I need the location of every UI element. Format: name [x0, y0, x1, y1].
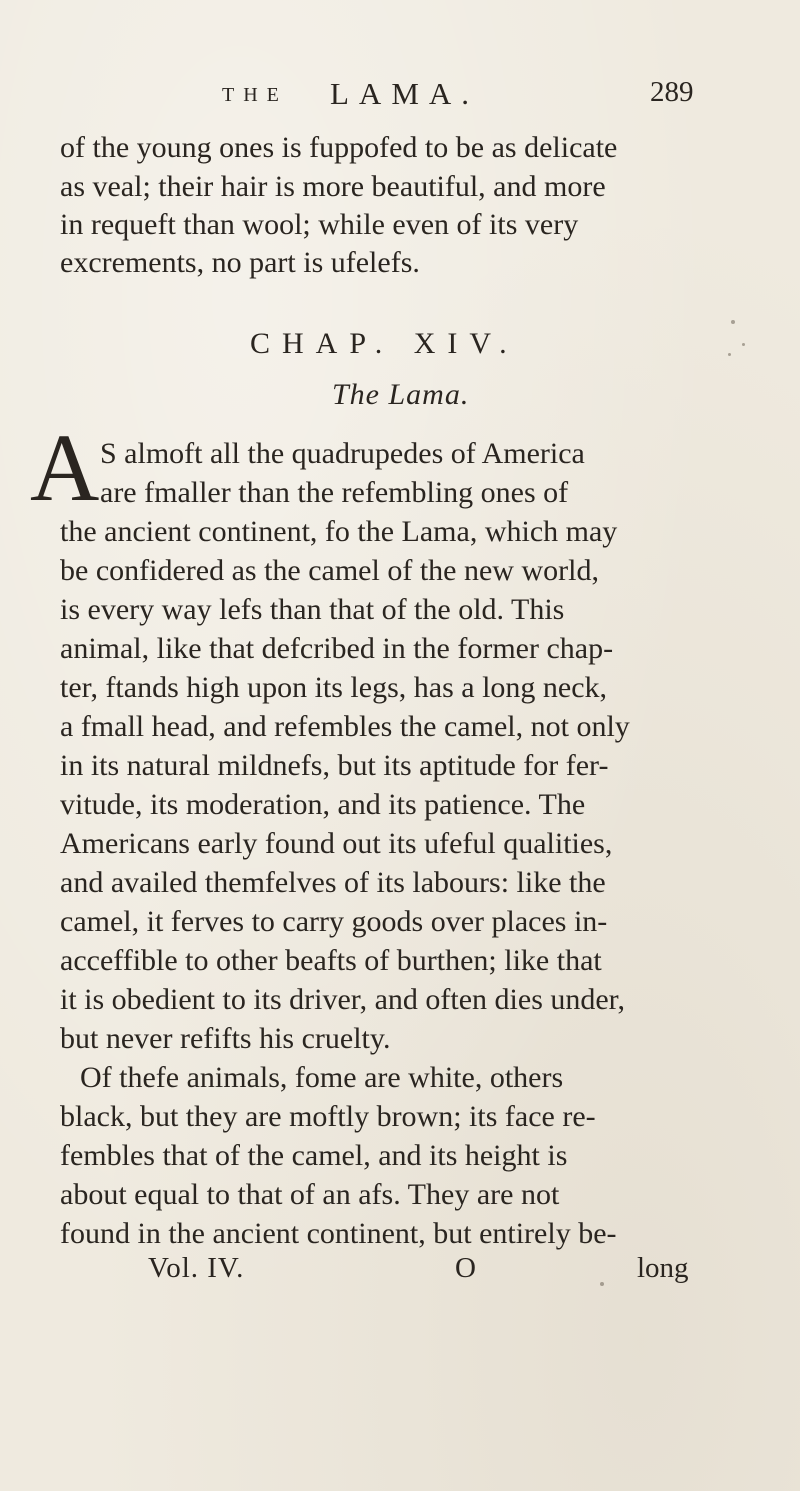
signature-mark: O [455, 1252, 476, 1284]
text-line: about equal to that of an afs. They are not [60, 1178, 560, 1211]
text-line: is every way lefs than that of the old. This [60, 593, 565, 626]
chapter-subtitle: The Lama. [332, 378, 470, 411]
text-line: be confidered as the camel of the new world, [60, 554, 599, 587]
paper-speck [728, 353, 731, 356]
text-line: but never refifts his cruelty. [60, 1022, 391, 1055]
text-line: acceffible to other beafts of burthen; like that [60, 944, 602, 977]
text-line: Of thefe animals, fome are white, others [80, 1061, 564, 1094]
text-line: of the young ones is fuppofed to be as delicate [60, 131, 618, 164]
text-line: ter, ftands high upon its legs, has a long neck, [60, 671, 608, 704]
text-line: it is obedient to its driver, and often dies under, [60, 983, 625, 1016]
text-line: as veal; their hair is more beautiful, and more [60, 170, 606, 203]
text-line: in requeft than wool; while even of its very [60, 208, 579, 241]
text-line: the ancient continent, fo the Lama, which may [60, 515, 618, 548]
text-line: in its natural mildnefs, but its aptitude for fer- [60, 749, 609, 782]
volume-mark: Vol. IV. [148, 1252, 245, 1284]
catchword: long [637, 1252, 689, 1284]
page-number: 289 [650, 76, 694, 108]
drop-cap: A [30, 414, 100, 521]
text-line: found in the ancient continent, but entirely be- [60, 1217, 617, 1250]
text-line: fembles that of the camel, and its height is [60, 1139, 568, 1172]
text-line: and availed themfelves of its labours: like the [60, 866, 606, 899]
text-line: a fmall head, and refembles the camel, not only [60, 710, 630, 743]
chapter-heading: CHAP. XIV. [250, 327, 519, 360]
text-line: animal, like that defcribed in the former chap- [60, 632, 614, 665]
paper-speck [600, 1282, 604, 1286]
paper-speck [742, 343, 745, 346]
running-title-the: THE [222, 84, 288, 106]
text-line: black, but they are moftly brown; its face re- [60, 1100, 596, 1133]
text-line: are fmaller than the refembling ones of [100, 476, 569, 509]
text-line: vitude, its moderation, and its patience. The [60, 788, 586, 821]
text-line: S almoft all the quadrupedes of America [100, 437, 585, 470]
running-title-lama: LAMA. [330, 76, 480, 111]
text-line: Americans early found out its ufeful qualities, [60, 827, 613, 860]
paper-speck [731, 320, 735, 324]
running-header [222, 76, 622, 116]
text-line: camel, it ferves to carry goods over places in- [60, 905, 608, 938]
text-line: excrements, no part is ufelefs. [60, 246, 420, 279]
